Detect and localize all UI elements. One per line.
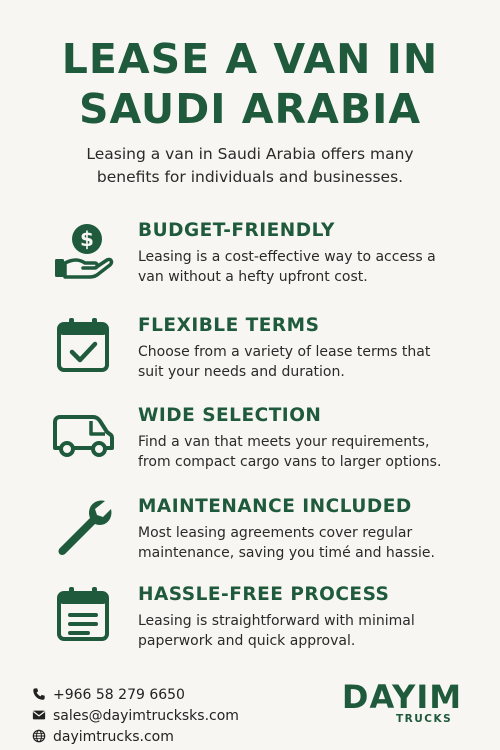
feature-desc-line: van without a hefty upfront cost. bbox=[138, 269, 368, 285]
feature-desc-line: Leasing is a cost-effective way to access a bbox=[138, 249, 436, 265]
globe-icon bbox=[32, 729, 48, 745]
title-line-2: SAUDI ARABIA bbox=[78, 85, 422, 133]
feature-flexible-terms bbox=[0, 309, 500, 399]
feature-heading: HASSLE-FREE PROCESS bbox=[138, 584, 390, 605]
contact-phone[interactable] bbox=[32, 684, 239, 705]
feature-desc-line: Most leasing agreements cover regular bbox=[138, 525, 413, 541]
feature-desc-line: Find a van that meets your requirements, bbox=[138, 434, 430, 450]
intro-line-2: benefits for individuals and businesses. bbox=[96, 168, 404, 186]
feature-description bbox=[138, 611, 468, 651]
money-hand-icon bbox=[48, 216, 118, 286]
feature-description bbox=[138, 342, 468, 382]
feature-desc-line: Leasing is straightforward with minimal bbox=[138, 613, 415, 629]
contact-info bbox=[32, 684, 239, 747]
svg-text:$: $ bbox=[80, 227, 94, 251]
calendar-check-icon bbox=[48, 311, 118, 381]
phone-number: +966 58 279 6650 bbox=[53, 686, 185, 703]
email-address: sales@dayimtrucksks.com bbox=[53, 707, 239, 724]
intro-line-1: Leasing a van in Saudi Arabia offers many bbox=[86, 145, 414, 163]
wrench-icon bbox=[48, 492, 118, 562]
dayim-trucks-logo bbox=[334, 680, 470, 732]
feature-desc-line: maintenance, saving you timé and hassie. bbox=[138, 545, 435, 561]
feature-description bbox=[138, 432, 468, 472]
feature-desc-line: Choose from a variety of lease terms that bbox=[138, 344, 431, 360]
feature-desc-line: from compact cargo vans to larger options. bbox=[138, 454, 442, 470]
website-url: dayimtrucks.com bbox=[53, 728, 174, 745]
feature-wide-selection bbox=[0, 399, 500, 489]
feature-heading: FLEXIBLE TERMS bbox=[138, 315, 320, 336]
title-line-1: LEASE A VAN IN bbox=[61, 35, 439, 83]
feature-heading: MAINTENANCE INCLUDED bbox=[138, 496, 412, 517]
feature-maintenance-included bbox=[0, 490, 500, 580]
feature-description bbox=[138, 247, 468, 287]
intro-text bbox=[40, 143, 460, 189]
email-icon bbox=[32, 708, 48, 724]
feature-desc-line: suit your needs and duration. bbox=[138, 364, 345, 380]
logo-brand: DAYIM bbox=[341, 678, 463, 716]
feature-budget-friendly bbox=[0, 214, 500, 304]
contact-email[interactable] bbox=[32, 705, 239, 726]
feature-heading: BUDGET-FRIENDLY bbox=[138, 220, 335, 241]
page-title bbox=[0, 34, 500, 134]
calendar-list-icon bbox=[48, 580, 118, 650]
van-icon bbox=[48, 401, 118, 471]
feature-hassle-free-process bbox=[0, 578, 500, 668]
logo-sub: TRUCKS bbox=[396, 713, 453, 725]
phone-icon bbox=[32, 687, 48, 703]
feature-description bbox=[138, 523, 468, 563]
feature-desc-line: paperwork and quick approval. bbox=[138, 633, 356, 649]
feature-heading: WIDE SELECTION bbox=[138, 405, 322, 426]
contact-website[interactable] bbox=[32, 726, 239, 747]
